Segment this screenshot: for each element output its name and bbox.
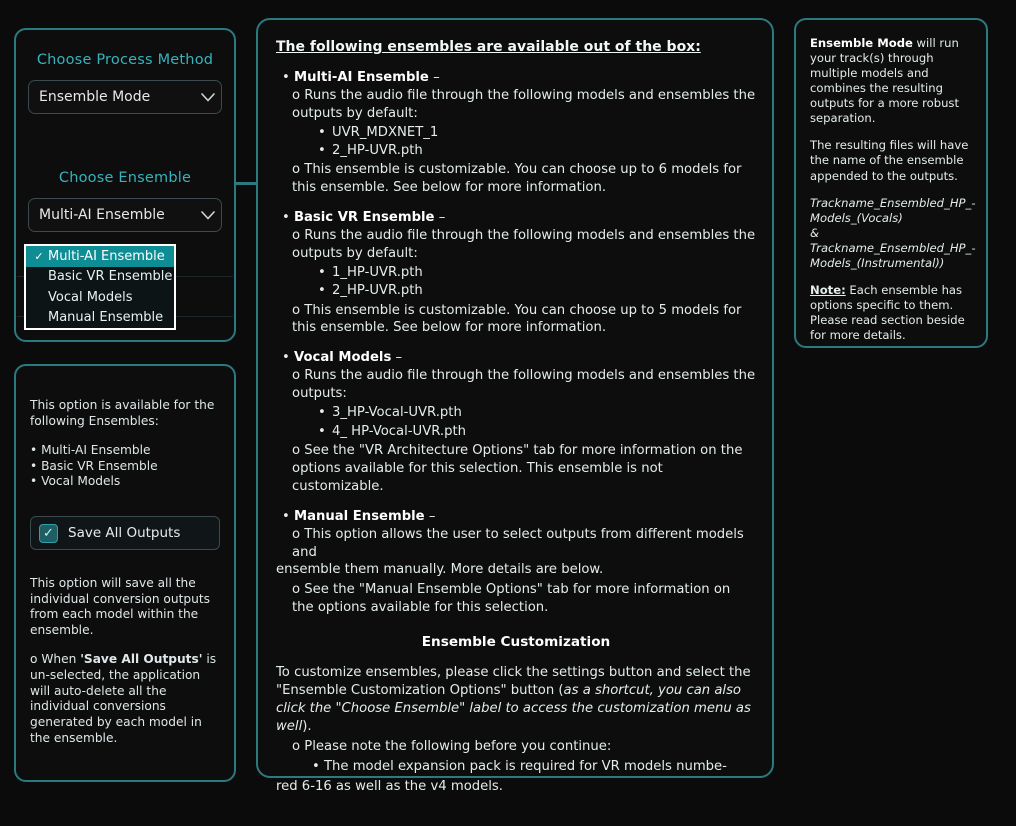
section-line-2: o See the "Manual Ensemble Options" tab for more information on the options available for this selection. [292, 582, 731, 616]
ensemble-option-multi-ai[interactable] [26, 246, 174, 267]
ensemble-customization-heading: Ensemble Customization [421, 634, 611, 651]
save-all-outputs-label: Save All Outputs [68, 525, 181, 542]
chevron-down-icon [195, 211, 221, 220]
chevron-down-icon [195, 93, 221, 102]
ensemble-option-manual-ensemble[interactable] [26, 308, 174, 329]
section-line-2: o See the "VR Architecture Options" tab for more information on the options available for this selection. This ensemble is not customizable. [292, 442, 743, 494]
save-panel-list-item: • Vocal Models [30, 474, 121, 489]
section-heading: • Basic VR Ensemble – [282, 210, 446, 226]
model-list [276, 124, 756, 160]
connector-line [236, 182, 258, 185]
ensemble-option-label: Multi-AI Ensemble [48, 248, 165, 264]
model-item: • 4_ HP-Vocal-UVR.pth [332, 423, 756, 441]
section-name: Vocal Models [293, 350, 392, 366]
model-item: • 2_HP-UVR.pth [332, 142, 756, 160]
ensemble-section-manual [276, 508, 756, 618]
model-item: • UVR_MDXNET_1 [332, 124, 756, 142]
ensemble-value: Multi-AI Ensemble [39, 207, 165, 223]
note-bold-term: Ensemble Mode [810, 36, 913, 50]
desc2-pre: o When [30, 652, 81, 667]
save-all-outputs-panel [14, 364, 236, 782]
choose-ensemble-label[interactable]: Choose Ensemble [58, 170, 192, 186]
customization-bullet: • The model expansion pack is required for VR models numbe- [312, 758, 727, 774]
custom-p1-b: ). [302, 718, 312, 734]
custom-p1-a: To customize ensembles, please click the settings button and select the "Ensemble Customization Options" button ( [276, 664, 751, 698]
model-list [276, 404, 756, 440]
section-heading: • Vocal Models – [282, 350, 403, 366]
save-panel-desc-2 [16, 652, 234, 746]
section-dash: – [428, 508, 436, 524]
process-method-value: Ensemble Mode [39, 89, 151, 105]
save-panel-list-item: • Multi-AI Ensemble [30, 443, 151, 458]
ensemble-option-vocal-models[interactable] [26, 287, 174, 308]
save-panel-list-item: • Basic VR Ensemble [30, 458, 158, 473]
save-all-outputs-button[interactable] [30, 516, 220, 550]
ensemble-option-basic-vr[interactable] [26, 267, 174, 288]
section-line-1: o Runs the audio file through the following models and ensembles the outputs by default: [292, 87, 756, 121]
note-filename-vocals: Trackname_Ensembled_HP_-Models_(Vocals) [810, 195, 976, 225]
desc2-bold: 'Save All Outputs' [80, 652, 203, 667]
section-line-2: o This ensemble is customizable. You can choose up to 5 models for this ensemble. See below for more information. [292, 302, 742, 336]
section-line-1: o Runs the audio file through the following models and ensembles the outputs: [292, 368, 756, 402]
info-title: The following ensembles are available out of the box: [276, 39, 701, 55]
section-name: Manual Ensemble [293, 508, 425, 524]
model-item: • 1_HP-UVR.pth [332, 264, 756, 282]
model-list [276, 264, 756, 300]
ensemble-option-label: Basic VR Ensemble [48, 269, 173, 285]
section-dash: – [438, 210, 446, 226]
note-paragraph-3 [810, 283, 972, 343]
note-ampersand: & [810, 225, 820, 240]
note-label: Note: [810, 282, 846, 297]
section-line-1b: ensemble them manually. More details are below. [276, 562, 604, 578]
customization-note: o Please note the following before you continue: [292, 738, 612, 754]
checkbox-icon[interactable]: ✓ [39, 524, 58, 543]
choose-process-method-label: Choose Process Method [36, 52, 214, 68]
ensemble-mode-note-panel [794, 18, 988, 348]
ensemble-info-panel [256, 18, 774, 794]
ensemble-section-multi-ai [276, 69, 756, 197]
ensemble-section-vocal-models [276, 349, 756, 495]
section-heading: • Manual Ensemble – [282, 508, 436, 524]
section-dash: – [395, 350, 403, 366]
custom-p1-em: as a shortcut, you can also click the "Choose Ensemble" label to access the customization menu as well [276, 682, 751, 734]
note-paragraph-2: The resulting files will have the name of the ensemble appended to the outputs. [810, 138, 969, 183]
section-name: Multi-AI Ensemble [293, 70, 429, 86]
ensemble-dropdown-combo[interactable] [28, 198, 222, 232]
ensemble-option-label: Vocal Models [48, 289, 133, 305]
desc2-post: is un-selected, the application will auto-delete all the individual conversions generated by each model in the ensemble. [30, 652, 217, 745]
note-paragraph-1 [810, 36, 972, 126]
customization-bullet-cont: red 6-16 as well as the v4 models. [276, 778, 503, 794]
section-heading: • Multi-AI Ensemble – [282, 70, 440, 86]
ensemble-option-label: Manual Ensemble [48, 310, 164, 326]
section-line-2: o This ensemble is customizable. You can choose up to 6 models for this ensemble. See below for more information. [292, 162, 742, 196]
section-dash: – [433, 70, 440, 86]
model-item: • 2_HP-UVR.pth [332, 282, 756, 300]
note-filename-instrumental: Trackname_Ensembled_HP_-Models_(Instrumental)) [810, 240, 976, 270]
customization-paragraph [276, 664, 756, 736]
check-icon: ✓ [34, 249, 44, 263]
save-panel-desc-1: This option will save all the individual conversion outputs from each model within the ensemble. [30, 576, 210, 637]
save-panel-intro: This option is available for the following Ensembles: [30, 398, 215, 428]
note-text-3: Each ensemble has options specific to them. Please read section beside for more details. [810, 282, 965, 343]
section-line-1: o Runs the audio file through the following models and ensembles the outputs by default: [292, 228, 756, 262]
note-text-1: will run your track(s) through multiple models and combines the resulting outputs for a more robust separation. [810, 36, 959, 126]
ensemble-options-list[interactable] [24, 244, 176, 330]
ensemble-section-basic-vr [276, 209, 756, 337]
section-line-1: o This option allows the user to select outputs from different models and [292, 526, 744, 560]
section-name: Basic VR Ensemble [293, 210, 435, 226]
model-item: • 3_HP-Vocal-UVR.pth [332, 404, 756, 422]
process-method-dropdown[interactable] [28, 80, 222, 114]
